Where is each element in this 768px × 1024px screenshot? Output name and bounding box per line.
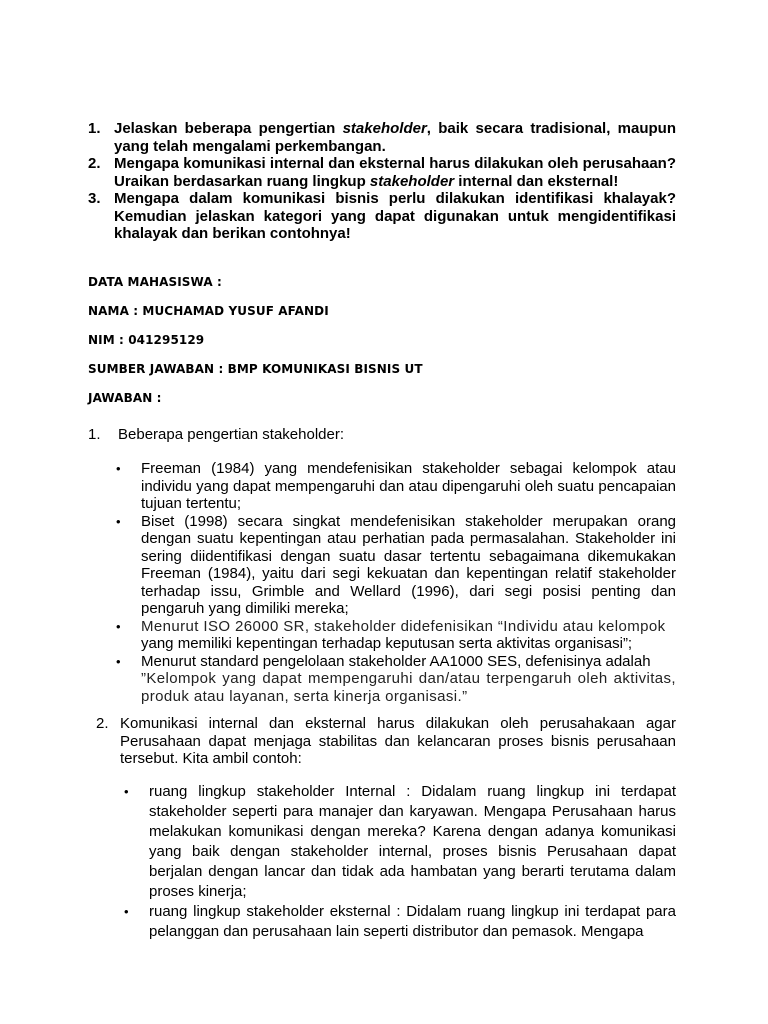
question-list	[88, 120, 676, 243]
list-item-text	[141, 653, 676, 706]
bullet-icon: •	[124, 784, 129, 799]
question-1	[88, 120, 676, 155]
answer-text: Komunikasi internal dan eksternal harus dilakukan oleh perusahakaan agar Perusahaan dapat menjaga stabilitas dan kelancaran proses bisnis perusahaan tersebut. Kita ambil contoh:	[120, 715, 676, 767]
bullet-icon: •	[124, 904, 129, 919]
list-item-text	[141, 618, 676, 653]
question-text	[114, 155, 676, 190]
question-number: 1.	[88, 120, 101, 137]
list-item-text-part: Menurut standard pengelolaan stakeholder AA1000 SES, defenisinya adalah	[141, 652, 651, 670]
question-emphasis: stakeholder	[342, 120, 427, 137]
list-item	[116, 460, 676, 513]
answer-2-paragraph	[96, 715, 676, 768]
answers-label: JAWABAN :	[88, 391, 162, 405]
question-3	[88, 190, 676, 243]
student-nim: NIM : 041295129	[88, 333, 205, 347]
list-item-text: Biset (1998) secara singkat mendefenisikan stakeholder merupakan orang dengan suatu kepentingan atau perhatian pada permasalahan. Stakeholder ini sering diidentifikasi dengan suatu dasar tertentu sebagaimana dikemukakan Freeman (1984), yaitu dari segi kekuatan dan kepentingan relatif stakeholder terhadap issu, Grimble and Wellard (1996), dari segi posisi penting dan pengaruh yang dimiliki mereka;	[141, 512, 676, 617]
list-item	[116, 618, 676, 653]
question-text-part: Jelaskan beberapa pengertian	[114, 120, 343, 137]
answer-number: 1.	[88, 426, 101, 443]
bullet-icon: •	[116, 513, 121, 529]
list-item-text: ruang lingkup stakeholder eksternal : Didalam ruang lingkup ini terdapat para pelanggan dan perusahaan lain seperti distributor dan pemasok. Mengapa	[149, 903, 676, 940]
question-text	[114, 120, 676, 155]
bullet-icon: •	[116, 618, 121, 634]
list-item	[124, 782, 676, 902]
question-text-part: internal dan eksternal!	[454, 172, 619, 190]
student-name: NAMA : MUCHAMAD YUSUF AFANDI	[88, 304, 329, 318]
list-item	[124, 902, 676, 942]
answer-2-bullets	[124, 782, 676, 942]
question-text-part: Mengapa komunikasi internal dan eksternal harus dilakukan oleh perusahaan? Uraikan berdasarkan ruang lingkup	[114, 155, 676, 190]
data-mahasiswa-label: DATA MAHASISWA :	[88, 275, 222, 289]
list-item-text-part: ”Kelompok yang dapat mempengaruhi dan/atau terpengaruh oleh aktivitas, produk atau layanan, serta kinerja organisasi.”	[141, 670, 676, 705]
question-number: 3.	[88, 190, 101, 207]
question-number: 2.	[88, 155, 101, 172]
list-item	[116, 653, 676, 706]
answer-1-bullets	[116, 460, 676, 705]
list-item-text: ruang lingkup stakeholder Internal : Didalam ruang lingkup ini terdapat stakeholder seperti para manajer dan karyawan. Mengapa Perusahaan harus melakukan komunikasi dengan mereka? Karena dengan adanya komunikasi yang baik dengan stakeholder internal, proses bisnis Perusahaan dapat berjalan dengan lancar dan tidak ada hambatan yang berarti terutama dalam proses kinerja;	[149, 783, 676, 900]
question-emphasis: stakeholder	[369, 172, 455, 190]
answer-source: SUMBER JAWABAN : BMP KOMUNIKASI BISNIS UT	[88, 362, 423, 376]
bullet-icon: •	[116, 653, 121, 669]
list-item-text-part: yang memiliki kepentingan terhadap keputusan serta aktivitas organisasi”;	[141, 635, 633, 652]
answer-title: Beberapa pengertian stakeholder:	[118, 426, 344, 443]
question-text: Mengapa dalam komunikasi bisnis perlu dilakukan identifikasi khalayak? Kemudian jelaskan kategori yang dapat digunakan untuk mengidentifikasi khalayak dan berikan contohnya!	[114, 190, 676, 242]
question-text-part: , baik secara tradisional, maupun yang telah mengalami perkembangan.	[114, 120, 676, 155]
list-item-text-part: Menurut ISO 26000 SR, stakeholder didefenisikan “Individu atau kelompok	[141, 617, 666, 635]
list-item-text: Freeman (1984) yang mendefenisikan stakeholder sebagai kelompok atau individu yang dapat mempengaruhi dan atau dipengaruhi oleh suatu pencapaian tujuan tertentu;	[141, 460, 676, 512]
bullet-icon: •	[116, 461, 121, 476]
list-item	[116, 513, 676, 618]
answer-1-heading	[88, 426, 676, 444]
question-2	[88, 155, 676, 190]
answer-number: 2.	[96, 715, 109, 732]
